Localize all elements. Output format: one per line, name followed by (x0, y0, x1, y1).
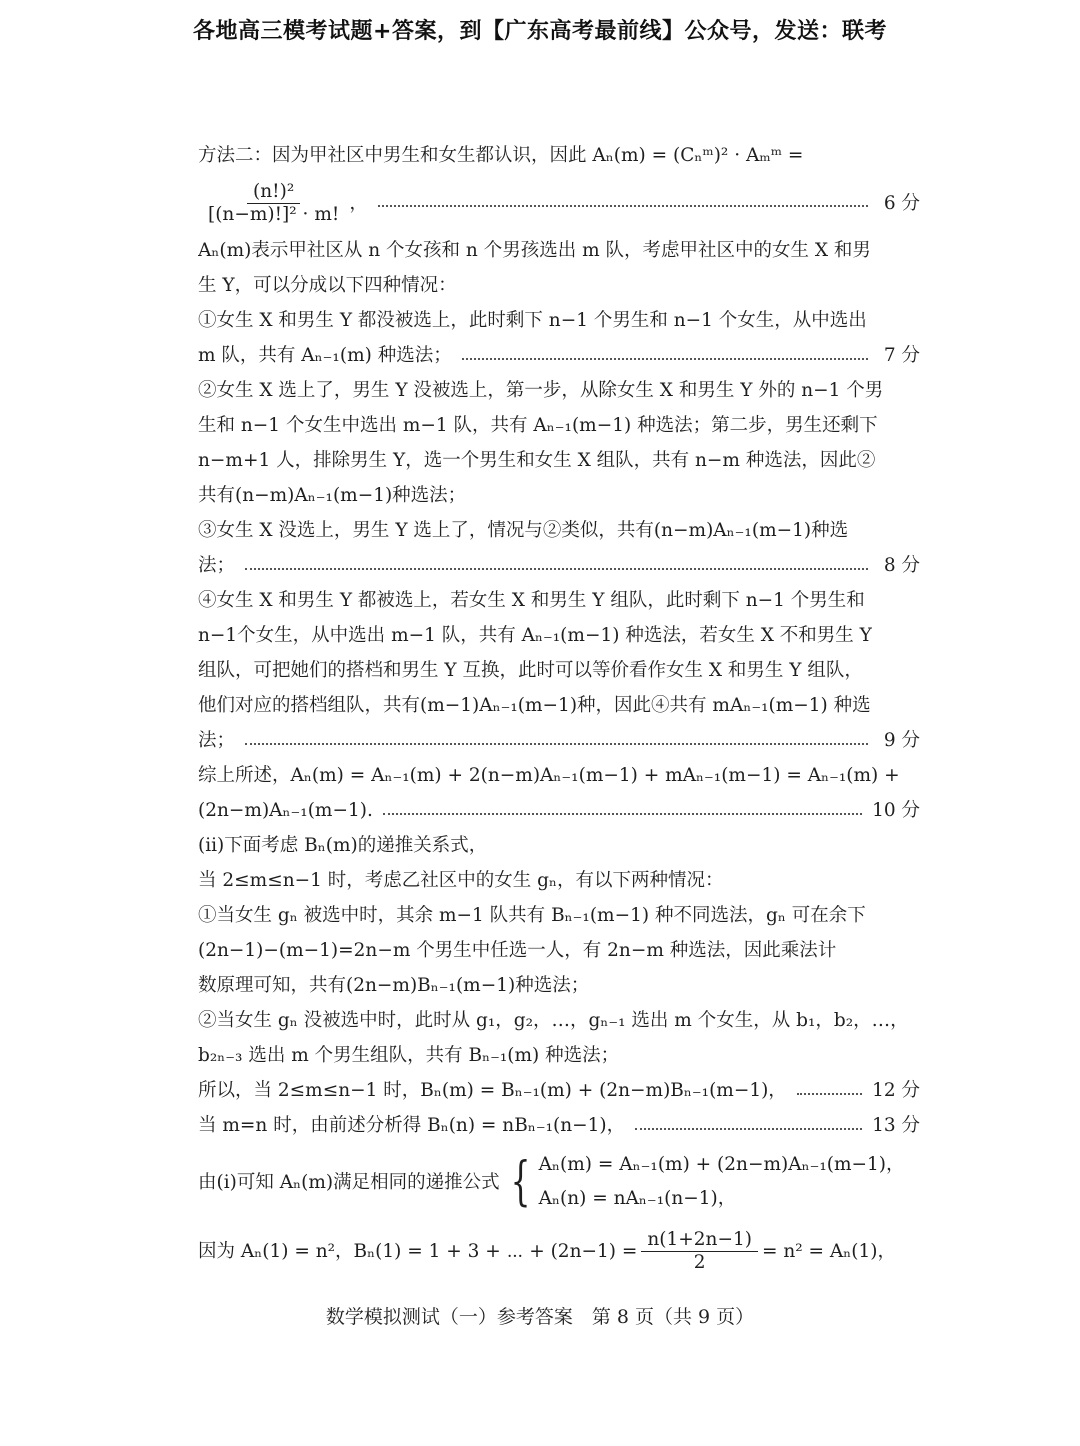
line-text: 共有(n−m)Aₙ₋₁(m−1)种选法； (198, 485, 467, 506)
line-text-tail: = n² = Aₙ(1)， (761, 1240, 896, 1262)
solution-line (198, 268, 920, 303)
score-mark: 6 分 (883, 192, 920, 214)
line-text: 当 2≤m≤n−1 时，考虑乙社区中的女生 gₙ，有以下两种情况： (198, 870, 724, 891)
line-text: m 队，共有 Aₙ₋₁(m) 种选法； (198, 345, 452, 366)
line-text: 由(i)可知 Aₙ(m)满足相同的递推公式 (198, 1171, 500, 1193)
solution-line (198, 1108, 920, 1143)
solution-line (198, 1221, 920, 1281)
line-text: (2n−1)−(m−1)=2n−m 个男生中任选一人，有 2n−m 种选法，因此乘法计 (198, 940, 837, 961)
solution-line (198, 1143, 920, 1221)
solution-line (198, 1038, 920, 1073)
line-text: ③女生 X 没选上，男生 Y 选上了，情况与②类似，共有(n−m)Aₙ₋₁(m−1)种选 (198, 520, 849, 541)
line-text: 所以，当 2≤m≤n−1 时，Bₙ(m) = Bₙ₋₁(m) + (2n−m)Bₙ₋₁(m−1)， (198, 1080, 787, 1101)
line-text: ①女生 X 和男生 Y 都没被选上，此时剩下 n−1 个男生和 n−1 个女生，从中选出 (198, 310, 867, 331)
score-mark: 10 分 (872, 800, 920, 821)
leader-dots (383, 813, 862, 815)
solution-line (198, 443, 920, 478)
line-text: n−1个女生，从中选出 m−1 队，共有 Aₙ₋₁(m−1) 种选法，若女生 X 不和男生 Y (198, 625, 872, 646)
line-text: 综上所述，Aₙ(m) = Aₙ₋₁(m) + 2(n−m)Aₙ₋₁(m−1) + mAₙ₋₁(m−1) = Aₙ₋₁(m) + (198, 765, 900, 786)
leader-dots (378, 205, 868, 207)
solution-line (198, 138, 920, 173)
solution-line (198, 583, 920, 618)
solution-line (198, 968, 920, 1003)
solution-line (198, 303, 920, 338)
fraction (202, 181, 345, 226)
solution-line (198, 1073, 920, 1108)
solution-line (198, 478, 920, 513)
line-text: 因为 Aₙ(1) = n²，Bₙ(1) = 1 + 3 + ⋯ + (2n−1) = (198, 1240, 638, 1262)
line-text: 法； (198, 555, 236, 576)
page-footer: 数学模拟测试（一）参考答案 第 8 页（共 9 页） (325, 1306, 755, 1328)
line-text: ①当女生 gₙ 被选中时，其余 m−1 队共有 Bₙ₋₁(m−1) 种不同选法，gₙ 可在余下 (198, 905, 866, 926)
solution-line (198, 828, 920, 863)
solution-body (198, 138, 920, 1281)
line-text: 生 Y，可以分成以下四种情况： (198, 275, 457, 296)
solution-line (198, 173, 920, 233)
solution-line (198, 723, 920, 758)
line-text: ②女生 X 选上了，男生 Y 没被选上，第一步，从除女生 X 和男生 Y 外的 n−1 个男 (198, 380, 884, 401)
fraction (641, 1229, 758, 1274)
promo-banner: 各地高三模考试题+答案，到【广东高考最前线】公众号，发送：联考 (193, 19, 887, 44)
leader-dots (462, 358, 868, 360)
line-text: 方法二：因为甲社区中男生和女生都认识，因此 Aₙ(m) = (Cₙᵐ)² · Aₘᵐ = (198, 145, 804, 166)
line-text: ④女生 X 和男生 Y 都被选上，若女生 X 和男生 Y 组队，此时剩下 n−1 个男生和 (198, 590, 865, 611)
line-text: 生和 n−1 个女生中选出 m−1 队，共有 Aₙ₋₁(m−1) 种选法；第二步，男生还剩下 (198, 415, 878, 436)
line-text: ②当女生 gₙ 没被选中时，此时从 g₁，g₂，…，gₙ₋₁ 选出 m 个女生，从 b₁，b₂，…， (198, 1010, 909, 1031)
leader-dots (245, 743, 868, 745)
solution-line (198, 688, 920, 723)
line-text: (2n−m)Aₙ₋₁(m−1). (198, 800, 373, 821)
leader-dots (245, 568, 868, 570)
system-lines (539, 1148, 905, 1216)
line-text: 数原理可知，共有(2n−m)Bₙ₋₁(m−1)种选法； (198, 975, 590, 996)
line-text: b₂ₙ₋₃ 选出 m 个男生组队，共有 Bₙ₋₁(m) 种选法； (198, 1045, 620, 1066)
fraction-numerator: n(1+2n−1) (641, 1229, 758, 1252)
line-text: 他们对应的搭档组队，共有(m−1)Aₙ₋₁(m−1)种，因此④共有 mAₙ₋₁(m−1) 种选 (198, 695, 871, 716)
line-text: Aₙ(m)表示甲社区从 n 个女孩和 n 个男孩选出 m 队，考虑甲社区中的女生 X 和男 (198, 240, 871, 261)
recurrence-system (504, 1148, 905, 1216)
brace-glyph: { (510, 1152, 531, 1212)
solution-line (198, 233, 920, 268)
system-line: Aₙ(n) = nAₙ₋₁(n−1)， (538, 1188, 737, 1209)
score-mark: 7 分 (883, 345, 920, 366)
leader-dots (797, 1093, 862, 1095)
solution-line (198, 618, 920, 653)
solution-line (198, 1003, 920, 1038)
line-text: ， (349, 192, 368, 214)
solution-line (198, 793, 920, 828)
fraction-denominator: [(n−m)!]² · m! (208, 203, 340, 225)
line-text: 法； (198, 730, 236, 751)
solution-line (198, 548, 920, 583)
score-mark: 8 分 (883, 555, 920, 576)
line-text: 组队，可把她们的搭档和男生 Y 互换，此时可以等价看作女生 X 和男生 Y 组队， (198, 660, 863, 681)
solution-line (198, 933, 920, 968)
solution-line (198, 758, 920, 793)
solution-line (198, 513, 920, 548)
fraction-denominator: 2 (693, 1251, 706, 1273)
leader-dots (635, 1128, 862, 1130)
solution-line (198, 338, 920, 373)
solution-line (198, 408, 920, 443)
system-line: Aₙ(m) = Aₙ₋₁(m) + (2n−m)Aₙ₋₁(m−1)， (538, 1154, 905, 1175)
score-mark: 9 分 (883, 730, 920, 751)
score-mark: 12 分 (872, 1080, 920, 1101)
solution-line (198, 898, 920, 933)
solution-line (198, 373, 920, 408)
fraction-numerator: (n!)² (247, 181, 300, 204)
line-text: n−m+1 人，排除男生 Y，选一个男生和女生 X 组队，共有 n−m 种选法，因此② (198, 450, 876, 471)
solution-line (198, 653, 920, 688)
line-text: (ii)下面考虑 Bₙ(m)的递推关系式， (198, 835, 488, 856)
line-text: 当 m=n 时，由前述分析得 Bₙ(n) = nBₙ₋₁(n−1)， (198, 1115, 626, 1136)
solution-line (198, 863, 920, 898)
score-mark: 13 分 (872, 1115, 920, 1136)
